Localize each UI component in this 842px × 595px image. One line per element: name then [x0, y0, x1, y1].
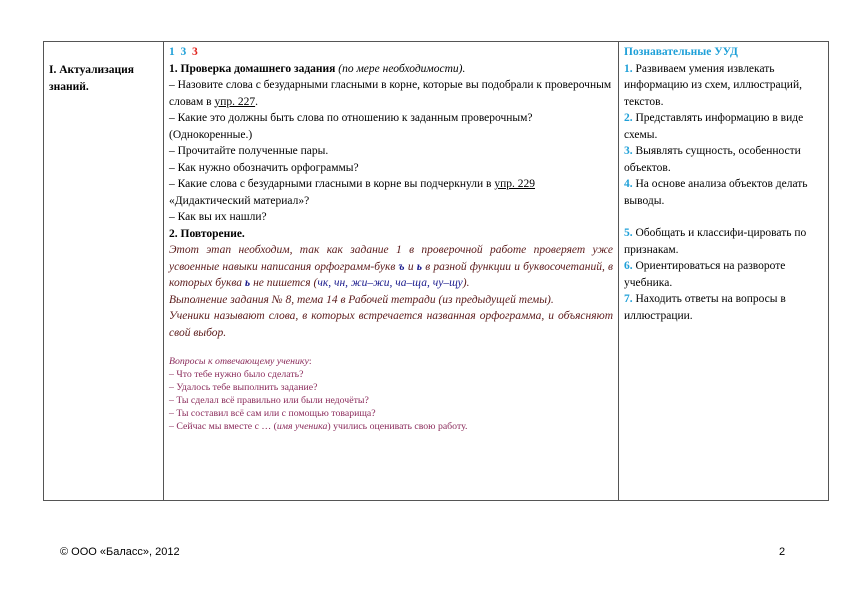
list-item: 1. Развиваем умения извлекать информацию из схем, иллюстраций, текстов. — [624, 62, 802, 108]
list-item: 3. Выявлять сущность, особенности объектов. — [624, 145, 801, 174]
questions-heading: Вопросы к отвечающему ученику: — [169, 356, 312, 367]
uud-cell — [619, 42, 829, 501]
slide-numbers — [169, 44, 613, 61]
question: – Как вы их нашли? — [169, 211, 267, 223]
slide-number: 3 — [180, 46, 187, 58]
table-row — [44, 42, 829, 501]
homework-heading — [169, 61, 613, 78]
question: – Прочитайте полученные пары. — [169, 145, 329, 157]
exercise-reference: упр. 227 — [214, 95, 256, 108]
stage-cell — [44, 42, 164, 501]
exercise-reference: упр. 229 — [494, 178, 535, 190]
teacher-note: Этот этап необходим, так как задание 1 в проверочной работе проверяет уже усвоенные навыки написания орфограмм-букв ъ и ь в разной функции и буквосочетаний, в которых буква ь не пишется (чк, чн, жи–жи, ча–ща, чу–щу). — [169, 244, 614, 289]
slide-number: 1 — [169, 46, 175, 58]
section-title: 1. Проверка домашнего задания — [169, 62, 336, 75]
slide-number: 3 — [192, 46, 198, 58]
list-item: – Ты сделал всё правильно или были недочёты? — [169, 395, 369, 406]
letter-combos: чк, чн, жи–жи, ча–ща, чу–щу — [317, 277, 463, 289]
list-item: – Ты составил всё сам или с помощью товарища? — [169, 408, 376, 419]
list-item: 6. Ориентироваться на развороте учебника. — [624, 260, 786, 289]
lesson-table — [43, 41, 829, 501]
copyright: © ООО «Баласс», 2012 — [60, 546, 180, 558]
letter: ъ — [398, 260, 405, 273]
list-item: – Что тебе нужно было сделать? — [169, 369, 304, 380]
letter: ь — [244, 277, 251, 289]
questions-block — [169, 355, 613, 433]
page-number: 2 — [779, 546, 786, 558]
question: – Какие слова с безударными гласными в корне вы подчеркнули в упр. 229 «Дидактический материал»? — [169, 178, 535, 207]
letter: ь — [416, 260, 423, 273]
question: – Как нужно обозначить орфограммы? — [169, 161, 359, 174]
section-note: (по мере необходимости). — [338, 62, 466, 75]
question: – Какие это должны быть слова по отношению к заданным проверочным? (Однокоренные.) — [169, 112, 533, 141]
teacher-note: Выполнение задания № 8, тема 14 в Рабочей тетради (из предыдущей темы). — [169, 293, 554, 306]
list-item: 7. Находить ответы на вопросы в иллюстрации. — [624, 293, 786, 322]
list-item: 4. На основе анализа объектов делать выводы. — [624, 178, 808, 207]
content-cell — [164, 42, 619, 501]
list-item: – Сейчас мы вместе с … (имя ученика) учились оценивать свою работу. — [169, 421, 468, 432]
stage-title: I. Актуализация знаний. — [49, 64, 135, 93]
question: – Назовите слова с безударными гласными в корне, которые вы подобрали к проверочным словам в упр. 227. — [169, 79, 612, 108]
section-title: 2. Повторение. — [169, 227, 245, 240]
spacer — [624, 209, 823, 225]
list-item: 2. Представлять информацию в виде схемы. — [624, 112, 804, 141]
teacher-note: Ученики называют слова, в которых встречается названная орфограмма, и объясняют свой выбор. — [169, 310, 613, 339]
uud-heading: Познавательные УУД — [624, 46, 738, 58]
list-item: – Удалось тебе выполнить задание? — [169, 382, 318, 393]
list-item: 5. Обобщать и классифи-цировать по признакам. — [624, 227, 807, 256]
